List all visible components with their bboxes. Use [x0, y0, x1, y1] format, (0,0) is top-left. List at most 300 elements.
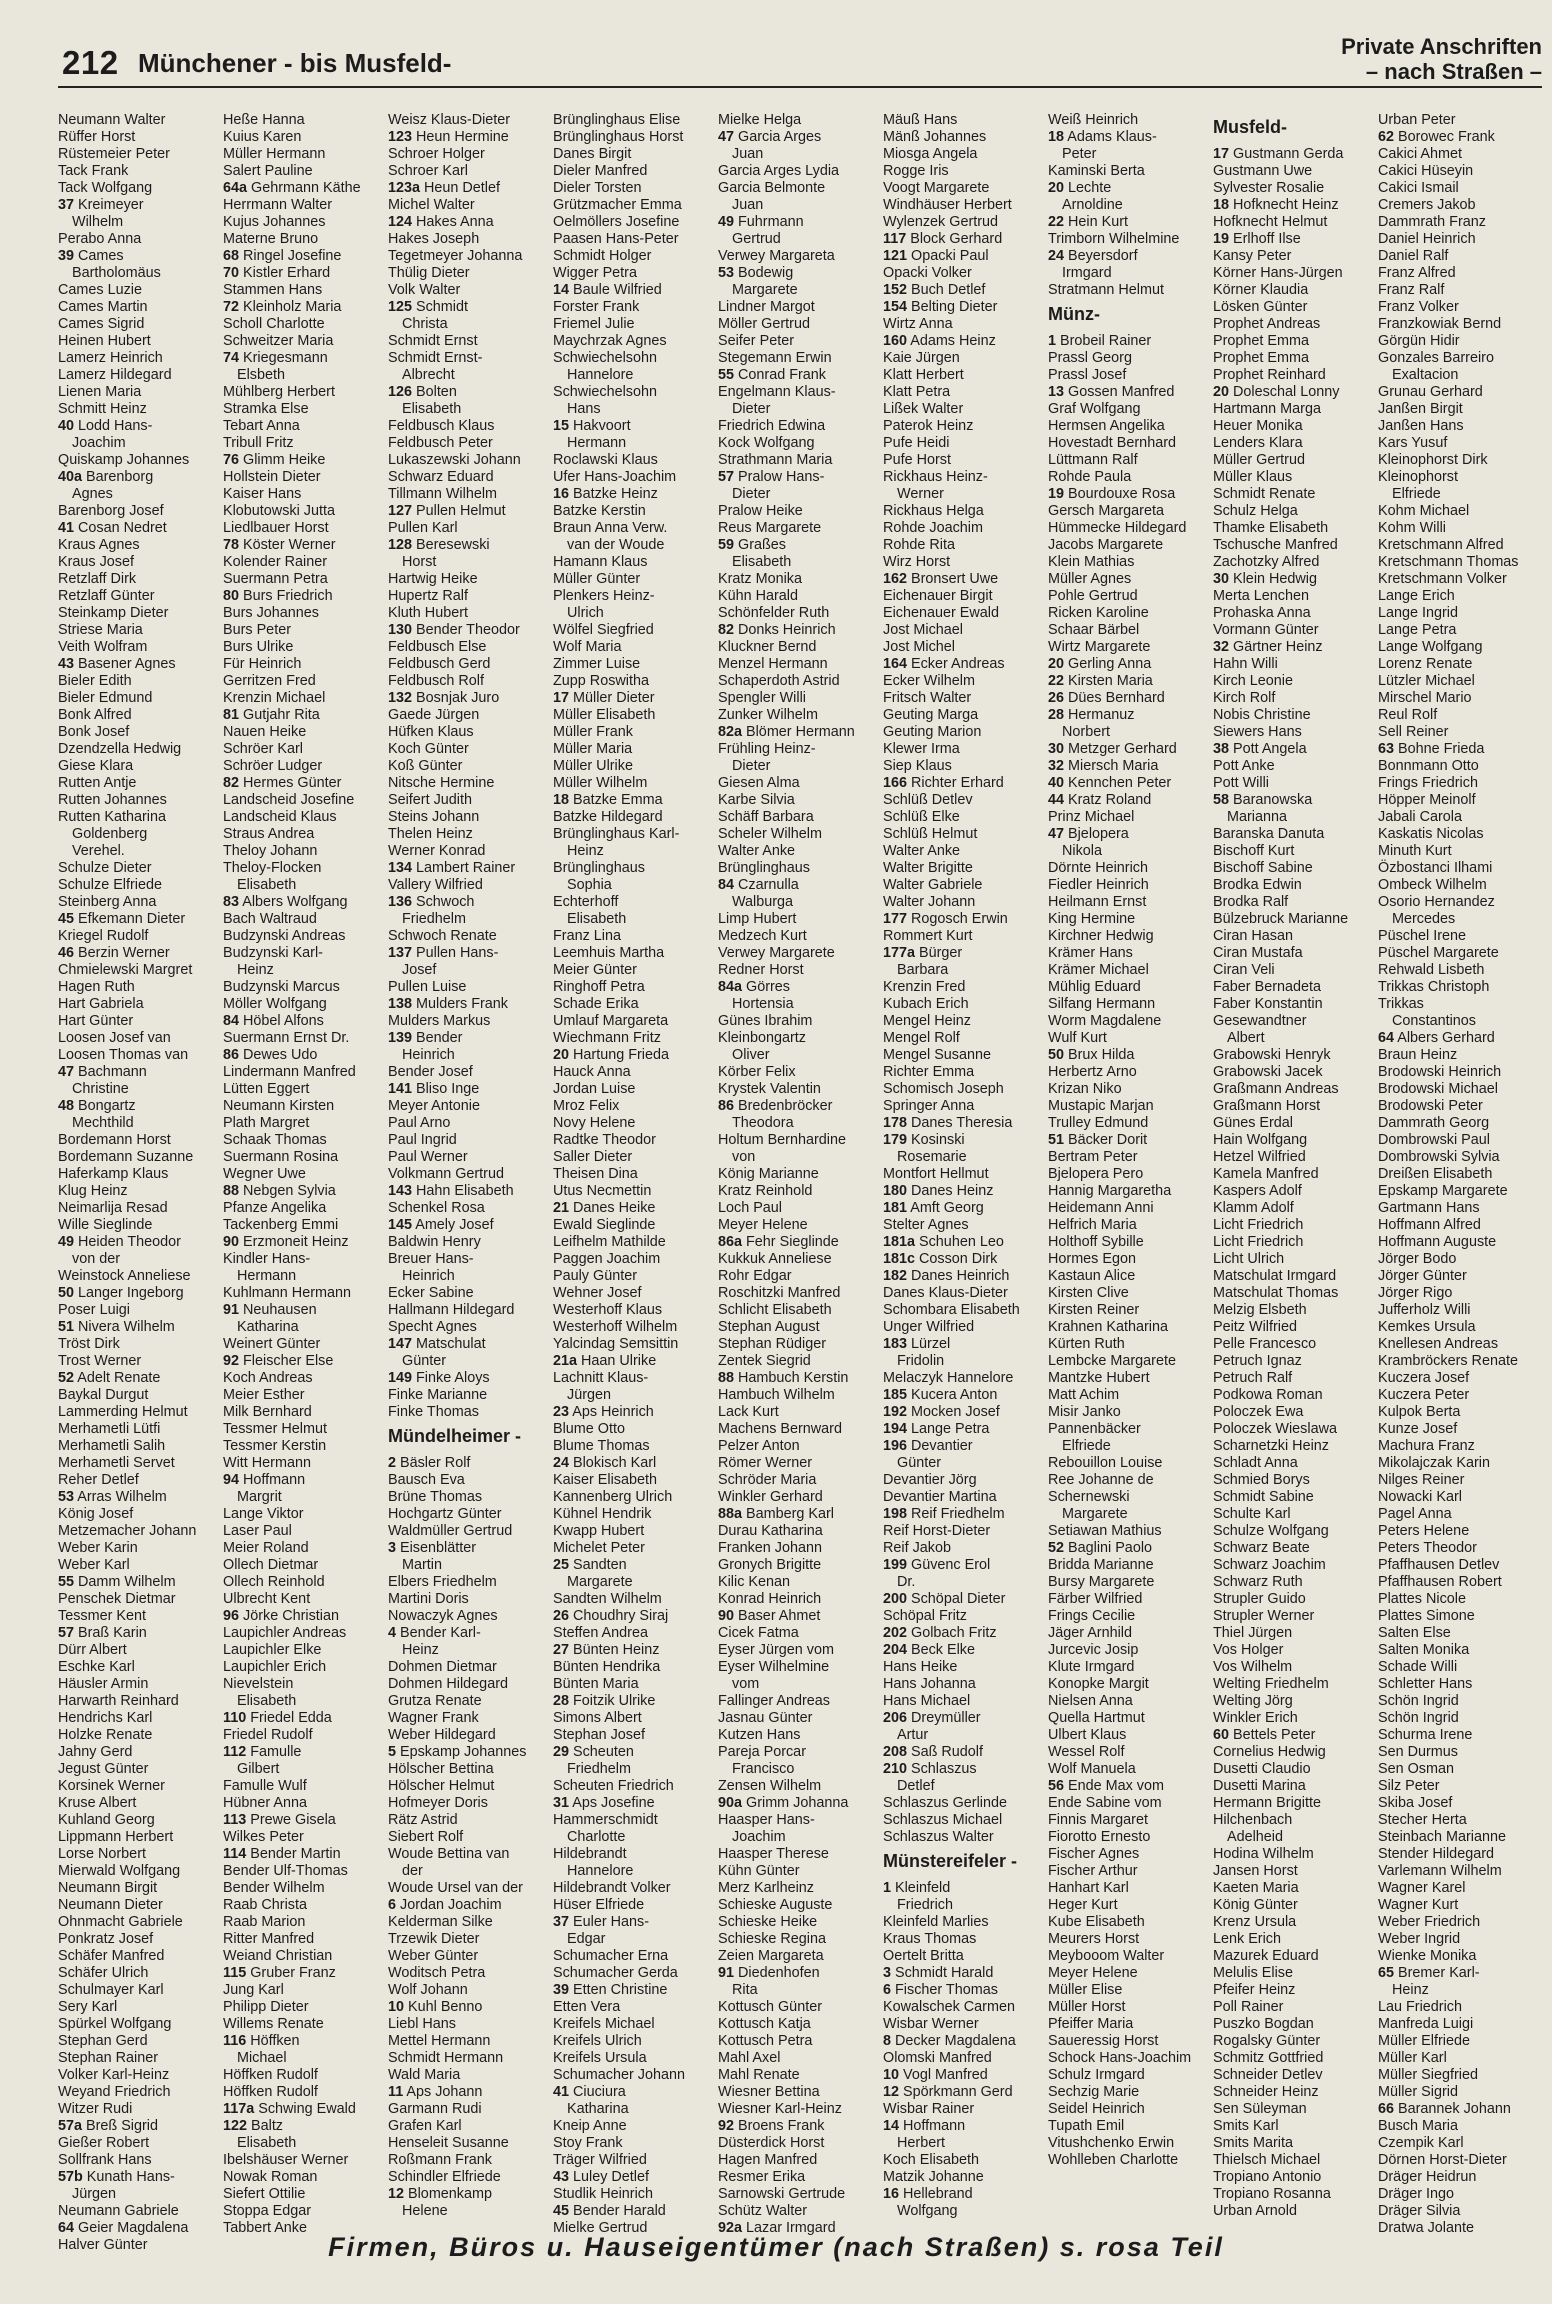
directory-entry: Zensen Wilhelm	[718, 1778, 822, 1794]
directory-entry: Kuczera Josef	[1378, 1370, 1470, 1386]
directory-entry: Hauck Anna	[553, 1064, 631, 1080]
house-number: 60	[1213, 1727, 1230, 1743]
directory-entry: 37 Euler Hans-	[553, 1914, 649, 1930]
house-number: 4	[388, 1625, 397, 1641]
directory-entry: Klute Irmgard	[1048, 1659, 1135, 1675]
directory-entry: Wessel Rolf	[1048, 1744, 1125, 1760]
directory-entry: Finke Thomas	[388, 1404, 479, 1420]
entry-continuation: Dieter	[732, 758, 771, 774]
directory-entry: Urban Arnold	[1213, 2203, 1297, 2219]
directory-entry: Kunze Josef	[1378, 1421, 1458, 1437]
house-number: 28	[1048, 707, 1065, 723]
directory-entry: Kilic Kenan	[718, 1574, 790, 1590]
directory-entry: Pufe Heidi	[883, 435, 950, 451]
directory-entry: Nilges Reiner	[1378, 1472, 1465, 1488]
directory-entry: Graßmann Andreas	[1213, 1081, 1339, 1097]
directory-entry: Krambröckers Renate	[1378, 1353, 1518, 1369]
house-number: 20	[1048, 656, 1065, 672]
directory-entry: Ende Sabine vom	[1048, 1795, 1162, 1811]
directory-entry: Fischer Agnes	[1048, 1846, 1140, 1862]
house-number: 41	[553, 2084, 570, 2100]
directory-column	[553, 112, 718, 2236]
directory-entry: Wölfel Siegfried	[553, 622, 654, 638]
directory-entry: Unger Wilfried	[883, 1319, 975, 1335]
directory-entry: 57a Breß Sigrid	[58, 2118, 158, 2134]
directory-entry: Kretschmann Alfred	[1378, 537, 1504, 553]
directory-entry: Jegust Günter	[58, 1761, 149, 1777]
directory-entry: 57 Pralow Hans-	[718, 469, 825, 485]
directory-entry: Möller Gertrud	[718, 316, 810, 332]
entry-continuation: Detlef	[897, 1778, 935, 1794]
directory-entry: 72 Kleinholz Maria	[223, 299, 342, 315]
directory-entry: 1 Brobeil Rainer	[1048, 333, 1152, 349]
directory-entry: 130 Bender Theodor	[388, 622, 520, 638]
directory-entry: Dreißen Elisabeth	[1378, 1166, 1493, 1182]
directory-entry: Finke Marianne	[388, 1387, 488, 1403]
directory-entry: Machura Franz	[1378, 1438, 1475, 1454]
directory-entry: Nievelstein	[223, 1676, 294, 1692]
entry-continuation: Theodora	[732, 1115, 794, 1131]
directory-entry: Budzynski Andreas	[223, 928, 346, 944]
house-number: 14	[883, 2118, 900, 2134]
house-number: 52	[1048, 1540, 1065, 1556]
directory-entry: Wagner Frank	[388, 1710, 479, 1726]
directory-entry: Färber Wilfried	[1048, 1591, 1143, 1607]
directory-entry: Hormes Egon	[1048, 1251, 1136, 1267]
directory-entry: 31 Aps Josefine	[553, 1795, 655, 1811]
directory-entry: Mantzke Hubert	[1048, 1370, 1150, 1386]
directory-entry: Jung Karl	[223, 1982, 284, 1998]
running-title: Münchener - bis Musfeld-	[138, 48, 452, 78]
directory-entry: 94 Hoffmann	[223, 1472, 306, 1488]
directory-entry: Geuting Marion	[883, 724, 982, 740]
house-number: 65	[1378, 1965, 1395, 1981]
directory-entry: Koch Elisabeth	[883, 2152, 979, 2168]
directory-entry: 32 Gärtner Heinz	[1213, 639, 1323, 655]
directory-entry: Eyser Wilhelmine	[718, 1659, 830, 1675]
directory-entry: 28 Hermanuz	[1048, 707, 1135, 723]
directory-entry: 53 Arras Wilhelm	[58, 1489, 167, 1505]
directory-entry: Merta Lenchen	[1213, 588, 1309, 604]
directory-entry: Licht Ulrich	[1213, 1251, 1285, 1267]
directory-entry: Tabbert Anke	[223, 2220, 308, 2236]
directory-entry: Blume Thomas	[553, 1438, 650, 1454]
entry-continuation: Margarete	[732, 282, 798, 298]
entry-continuation: Irmgard	[1062, 265, 1112, 281]
house-number: 204	[883, 1642, 908, 1658]
house-number: 177a	[883, 945, 916, 961]
house-number: 180	[883, 1183, 908, 1199]
house-number: 83	[223, 894, 240, 910]
directory-entry: Kaie Jürgen	[883, 350, 960, 366]
directory-entry: Graßmann Horst	[1213, 1098, 1321, 1114]
directory-entry: Mielke Helga	[718, 112, 802, 128]
directory-entry: Dieler Manfred	[553, 163, 648, 179]
directory-entry: Bausch Eva	[388, 1472, 465, 1488]
directory-entry: Reif Jakob	[883, 1540, 951, 1556]
directory-entry: Spengler Willi	[718, 690, 806, 706]
house-number: 47	[718, 129, 735, 145]
directory-entry: Schock Hans-Joachim	[1048, 2050, 1192, 2066]
directory-entry: Thülig Dieter	[388, 265, 470, 281]
directory-entry: 39 Etten Christine	[553, 1982, 668, 1998]
directory-entry: 11 Aps Johann	[388, 2084, 483, 2100]
house-number: 26	[1048, 690, 1065, 706]
directory-entry: 84 Höbel Alfons	[223, 1013, 324, 1029]
directory-entry: Schneider Detlev	[1213, 2067, 1323, 2083]
directory-entry: Klatt Petra	[883, 384, 951, 400]
house-number: 40	[1048, 775, 1065, 791]
directory-entry: Franken Johann	[718, 1540, 823, 1556]
house-number: 202	[883, 1625, 908, 1641]
directory-entry: Wisbar Werner	[883, 2016, 979, 2032]
directory-entry: Theloy Johann	[223, 843, 318, 859]
page-header	[0, 0, 1552, 118]
entry-continuation: Barbara	[897, 962, 949, 978]
house-number: 49	[718, 214, 735, 230]
directory-entry: 10 Kuhl Benno	[388, 1999, 483, 2015]
directory-entry: 179 Kosinski	[883, 1132, 965, 1148]
directory-entry: Leemhuis Martha	[553, 945, 665, 961]
entry-continuation: Artur	[897, 1727, 929, 1743]
house-number: 139	[388, 1030, 413, 1046]
house-number: 88	[223, 1183, 240, 1199]
house-number: 68	[223, 248, 240, 264]
directory-entry: Lange Wolfgang	[1378, 639, 1483, 655]
directory-entry: Dürr Albert	[58, 1642, 127, 1658]
directory-entry: Gesewandtner	[1213, 1013, 1307, 1029]
directory-entry: Wirtz Anna	[883, 316, 953, 332]
directory-entry: 57 Braß Karin	[58, 1625, 147, 1641]
directory-entry: 117a Schwing Ewald	[223, 2101, 356, 2117]
directory-entry: Pullen Karl	[388, 520, 458, 536]
directory-entry: Weyand Friedrich	[58, 2084, 171, 2100]
directory-entry: 43 Basener Agnes	[58, 656, 176, 672]
house-number: 210	[883, 1761, 908, 1777]
directory-entry: Wiesner Karl-Heinz	[718, 2101, 842, 2117]
entry-continuation: Werner	[897, 486, 944, 502]
directory-entry: Windhäuser Herbert	[883, 197, 1012, 213]
house-number: 58	[1213, 792, 1230, 808]
directory-entry: Lack Kurt	[718, 1404, 779, 1420]
house-number: 19	[1048, 486, 1065, 502]
directory-entry: Kwapp Hubert	[553, 1523, 645, 1539]
house-number: 63	[1378, 741, 1395, 757]
house-number: 196	[883, 1438, 908, 1454]
directory-entry: Sandten Wilhelm	[553, 1591, 662, 1607]
directory-entry: Feldbusch Rolf	[388, 673, 484, 689]
directory-entry: Schurma Irene	[1378, 1727, 1473, 1743]
directory-entry: Kneip Anne	[553, 2118, 627, 2134]
directory-entry: Müller Klaus	[1213, 469, 1293, 485]
house-number: 48	[58, 1098, 75, 1114]
directory-entry: Janßen Birgit	[1378, 401, 1463, 417]
directory-entry: 52 Baglini Paolo	[1048, 1540, 1153, 1556]
directory-entry: Poser Luigi	[58, 1302, 130, 1318]
directory-entry: Bonk Alfred	[58, 707, 132, 723]
directory-entry: Smits Karl	[1213, 2118, 1279, 2134]
house-number: 70	[223, 265, 240, 281]
house-number: 18	[1048, 129, 1065, 145]
directory-entry: 38 Pott Angela	[1213, 741, 1307, 757]
directory-entry: Lorse Norbert	[58, 1846, 146, 1862]
directory-entry: Bertram Peter	[1048, 1149, 1138, 1165]
directory-entry: Cames Martin	[58, 299, 148, 315]
directory-entry: Werner Konrad	[388, 843, 486, 859]
directory-entry: Nitsche Hermine	[388, 775, 495, 791]
directory-entry: Pfeifer Heinz	[1213, 1982, 1296, 1998]
directory-entry: Hümmecke Hildegard	[1048, 520, 1187, 536]
directory-entry: Dieler Torsten	[553, 180, 642, 196]
directory-entry: Schönfelder Ruth	[718, 605, 830, 621]
entry-continuation: Katharina	[567, 2101, 629, 2117]
directory-entry: Mengel Susanne	[883, 1047, 992, 1063]
directory-entry: 47 Bjelopera	[1048, 826, 1129, 842]
directory-entry: Mielke Gertrud	[553, 2220, 648, 2236]
directory-entry: Pufe Horst	[883, 452, 951, 468]
directory-entry: Batzke Kerstin	[553, 503, 646, 519]
directory-entry: Mulders Markus	[388, 1013, 491, 1029]
directory-entry: 20 Gerling Anna	[1048, 656, 1152, 672]
house-number: 125	[388, 299, 413, 315]
directory-entry: Müller Horst	[1048, 1999, 1126, 2015]
house-number: 15	[553, 418, 570, 434]
directory-entry: 19 Erlhoff Ilse	[1213, 231, 1301, 247]
house-number: 20	[1048, 180, 1065, 196]
directory-entry: Hendrichs Karl	[58, 1710, 153, 1726]
directory-entry: Krämer Hans	[1048, 945, 1133, 961]
directory-entry: Trulley Edmund	[1048, 1115, 1149, 1131]
directory-entry: Ufer Hans-Joachim	[553, 469, 677, 485]
directory-entry: Lützler Michael	[1378, 673, 1475, 689]
directory-entry: 64 Geier Magdalena	[58, 2220, 189, 2236]
directory-entry: Klatt Herbert	[883, 367, 964, 383]
house-number: 1	[883, 1880, 892, 1896]
house-number: 138	[388, 996, 413, 1012]
directory-entry: Franz Lina	[553, 928, 621, 944]
directory-entry: 96 Jörke Christian	[223, 1608, 339, 1624]
directory-entry: Pelzer Anton	[718, 1438, 800, 1454]
directory-entry: Olomski Manfred	[883, 2050, 992, 2066]
directory-entry: Vos Wilhelm	[1213, 1659, 1293, 1675]
directory-entry: Melaczyk Hannelore	[883, 1370, 1014, 1386]
directory-entry: Specht Agnes	[388, 1319, 477, 1335]
house-number: 30	[1048, 741, 1065, 757]
directory-entry: Halver Günter	[58, 2237, 148, 2253]
directory-entry: 65 Bremer Karl-	[1378, 1965, 1480, 1981]
directory-entry: Opacki Volker	[883, 265, 972, 281]
directory-entry: Gersch Margareta	[1048, 503, 1164, 519]
house-number: 181c	[883, 1251, 916, 1267]
directory-entry: Schäff Barbara	[718, 809, 814, 825]
directory-entry: Schmitz Gottfried	[1213, 2050, 1324, 2066]
directory-entry: Prinz Michael	[1048, 809, 1135, 825]
house-number: 110	[223, 1710, 247, 1726]
directory-entry: Theloy-Flocken	[223, 860, 322, 876]
directory-entry: Braun Anna Verw.	[553, 520, 668, 536]
directory-entry: 192 Mocken Josef	[883, 1404, 1000, 1420]
directory-entry: 21a Haan Ulrike	[553, 1353, 657, 1369]
directory-entry: Hildebrandt	[553, 1846, 627, 1862]
house-number: 62	[1378, 129, 1395, 145]
directory-entry: 52 Adelt Renate	[58, 1370, 161, 1386]
directory-entry: Paggen Joachim	[553, 1251, 661, 1267]
entry-continuation: Günter	[897, 1455, 941, 1471]
house-number: 94	[223, 1472, 240, 1488]
directory-entry: Mroz Felix	[553, 1098, 620, 1114]
directory-entry: Günes Erdal	[1213, 1115, 1293, 1131]
house-number: 88	[718, 1370, 735, 1386]
house-number: 86	[718, 1098, 735, 1114]
directory-entry: Ricken Karoline	[1048, 605, 1149, 621]
directory-entry: Hüfken Klaus	[388, 724, 474, 740]
directory-entry: Gartmann Hans	[1378, 1200, 1480, 1216]
directory-entry: 47 Bachmann	[58, 1064, 147, 1080]
directory-entry: Schmidt Hermann	[388, 2050, 504, 2066]
entry-continuation: Michael	[237, 2050, 287, 2066]
directory-entry: König Josef	[58, 1506, 134, 1522]
house-number: 3	[883, 1965, 892, 1981]
directory-entry: Stoppa Edgar	[223, 2203, 312, 2219]
directory-entry: Kürten Ruth	[1048, 1336, 1125, 1352]
directory-entry: Philipp Dieter	[223, 1999, 309, 2015]
directory-entry: Lamerz Heinrich	[58, 350, 163, 366]
directory-entry: Schade Erika	[553, 996, 639, 1012]
directory-entry: Trikkas	[1378, 996, 1424, 1012]
directory-entry: Heinen Hubert	[58, 333, 151, 349]
directory-entry: Milk Bernhard	[223, 1404, 312, 1420]
directory-entry: Rebouillon Louise	[1048, 1455, 1163, 1471]
directory-entry: Schomisch Joseph	[883, 1081, 1004, 1097]
house-number: 23	[553, 1404, 570, 1420]
directory-entry: 162 Bronsert Uwe	[883, 571, 999, 587]
house-number: 206	[883, 1710, 908, 1726]
entry-continuation: Hannelore	[567, 367, 634, 383]
directory-entry: Kukkuk Anneliese	[718, 1251, 832, 1267]
directory-entry: Grunau Gerhard	[1378, 384, 1483, 400]
directory-entry: Zunker Wilhelm	[718, 707, 818, 723]
directory-column	[718, 112, 883, 2236]
entry-continuation: Norbert	[1062, 724, 1110, 740]
directory-entry: 57b Kunath Hans-	[58, 2169, 175, 2185]
directory-entry: Smits Marita	[1213, 2135, 1293, 2151]
directory-entry: Voogt Margarete	[883, 180, 990, 196]
directory-entry: Dammrath Georg	[1378, 1115, 1490, 1131]
directory-entry: Lembcke Margarete	[1048, 1353, 1176, 1369]
house-number: 81	[223, 707, 240, 723]
directory-entry: Tackenberg Emmi	[223, 1217, 339, 1233]
directory-entry: Eichenauer Ewald	[883, 605, 999, 621]
directory-entry: Verwey Margareta	[718, 248, 835, 264]
directory-entry: Wolf Manuela	[1048, 1761, 1136, 1777]
section-title-line2: – nach Straßen –	[1365, 59, 1542, 84]
directory-entry: 199 Güvenc Erol	[883, 1557, 991, 1573]
directory-entry: Kannenberg Ulrich	[553, 1489, 673, 1505]
entry-continuation: Adelheid	[1227, 1829, 1284, 1845]
directory-entry: Tillmann Wilhelm	[388, 486, 498, 502]
entry-continuation: Jürgen	[72, 2186, 117, 2202]
directory-entry: Budzynski Karl-	[223, 945, 323, 961]
entry-continuation: Rosemarie	[897, 1149, 967, 1165]
directory-entry: Rüffer Horst	[58, 129, 136, 145]
directory-entry: Schröer Ludger	[223, 758, 323, 774]
house-number: 57	[718, 469, 735, 485]
house-number: 147	[388, 1336, 413, 1352]
directory-entry: 3 Eisenblätter	[388, 1540, 477, 1556]
directory-entry: Wolf Maria	[553, 639, 622, 655]
directory-entry: 70 Kistler Erhard	[223, 265, 331, 281]
entry-continuation: Gilbert	[237, 1761, 280, 1777]
directory-entry: 60 Bettels Peter	[1213, 1727, 1316, 1743]
directory-entry: Tegetmeyer Johanna	[388, 248, 523, 264]
directory-entry: Hahn Willi	[1213, 656, 1278, 672]
house-number: 53	[58, 1489, 75, 1505]
directory-entry: 123a Heun Detlef	[388, 180, 501, 196]
entry-continuation: Elisabeth	[237, 2135, 297, 2151]
directory-entry: Zupp Roswitha	[553, 673, 649, 689]
directory-entry: Liedlbauer Horst	[223, 520, 329, 536]
directory-entry: Materne Bruno	[223, 231, 319, 247]
directory-entry: Veith Wolfram	[58, 639, 148, 655]
entry-continuation: Hannelore	[567, 1863, 634, 1879]
directory-entry: Kühn Harald	[718, 588, 798, 604]
directory-entry: Schäfer Ulrich	[58, 1965, 149, 1981]
directory-entry: 55 Conrad Frank	[718, 367, 826, 383]
house-number: 121	[883, 248, 908, 264]
directory-entry: Hildebrandt Volker	[553, 1880, 671, 1896]
directory-entry: Pagel Anna	[1378, 1506, 1452, 1522]
directory-entry: Kleinfeld Marlies	[883, 1914, 989, 1930]
directory-entry: Penschek Dietmar	[58, 1591, 176, 1607]
directory-entry: 20 Hartung Frieda	[553, 1047, 669, 1063]
directory-entry: Woude Bettina van	[388, 1846, 510, 1862]
directory-entry: Witt Hermann	[223, 1455, 311, 1471]
directory-entry: Weber Karin	[58, 1540, 138, 1556]
directory-entry: 183 Lürzel	[883, 1336, 951, 1352]
directory-entry: Schlicht Elisabeth	[718, 1302, 832, 1318]
house-number: 47	[1048, 826, 1065, 842]
directory-entry: 14 Hoffmann	[883, 2118, 966, 2134]
directory-entry: 160 Adams Heinz	[883, 333, 996, 349]
directory-entry: Müller Sigrid	[1378, 2084, 1458, 2100]
directory-entry: Wegner Uwe	[223, 1166, 306, 1182]
directory-entry: Steins Johann	[388, 809, 480, 825]
directory-entry: Scholl Charlotte	[223, 316, 325, 332]
house-number: 57b	[58, 2169, 83, 2185]
directory-entry: Bordemann Suzanne	[58, 1149, 194, 1165]
house-number: 181	[883, 1200, 908, 1216]
house-number: 14	[553, 282, 570, 298]
directory-entry: Meyer Antonie	[388, 1098, 480, 1114]
directory-entry: Kastaun Alice	[1048, 1268, 1136, 1284]
directory-entry: Friedel Rudolf	[223, 1727, 313, 1743]
directory-entry: Neimarlija Resad	[58, 1200, 168, 1216]
directory-entry: Schernewski	[1048, 1489, 1130, 1505]
directory-entry: Paasen Hans-Peter	[553, 231, 679, 247]
directory-entry: Trzewik Dieter	[388, 1931, 480, 1947]
entry-continuation: Francisco	[732, 1761, 795, 1777]
directory-entry: Ciran Veli	[1213, 962, 1275, 978]
directory-entry: Saller Dieter	[553, 1149, 633, 1165]
directory-entry: Bischoff Kurt	[1213, 843, 1295, 859]
directory-entry: Müller Siegfried	[1378, 2067, 1478, 2083]
directory-entry: Lindermann Manfred	[223, 1064, 356, 1080]
house-number: 84	[223, 1013, 240, 1029]
directory-entry: Holthoff Sybille	[1048, 1234, 1144, 1250]
directory-entry: Strupler Guido	[1213, 1591, 1306, 1607]
directory-entry: Krystek Valentin	[718, 1081, 821, 1097]
directory-entry: Leifhelm Mathilde	[553, 1234, 666, 1250]
